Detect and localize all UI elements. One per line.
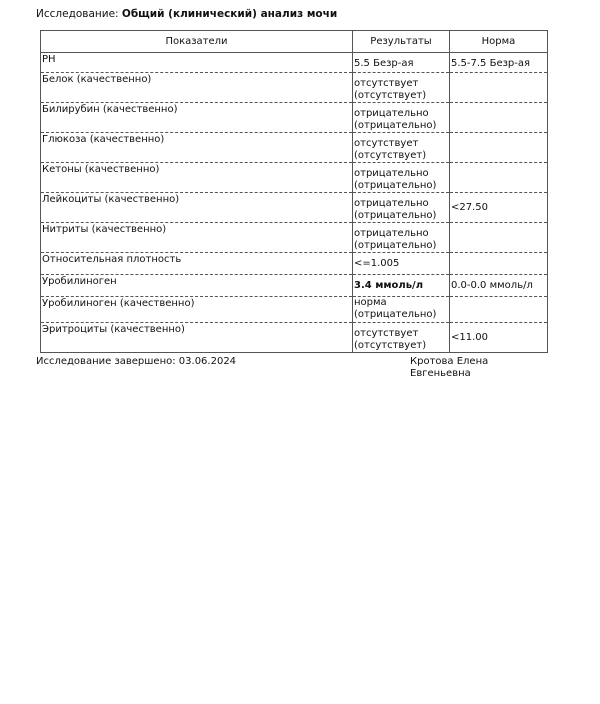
doctor-name-line2: Евгеньевна (410, 368, 471, 379)
result-line2: (отрицательно) (354, 240, 437, 251)
result-line2: (отсутствует) (354, 150, 427, 161)
doctor-name-line1: Кротова Елена (410, 356, 489, 367)
norm-value (450, 73, 548, 103)
page-title (36, 8, 337, 20)
table-header-row (41, 31, 548, 53)
result-value (353, 163, 450, 193)
result-line1: отсутствует (354, 328, 419, 339)
study-name: Общий (клинический) анализ мочи (121, 8, 338, 20)
result-value (353, 323, 450, 353)
result-value (353, 223, 450, 253)
indicator-name: PH (41, 53, 353, 73)
norm-value (450, 297, 548, 323)
column-header-result: Результаты (353, 31, 450, 53)
indicator-name: Эритроциты (качественно) (41, 323, 353, 353)
indicator-name: Относительная плотность (41, 253, 353, 275)
indicator-name: Глюкоза (качественно) (41, 133, 353, 163)
norm-value (450, 223, 548, 253)
result-line1: норма (354, 297, 387, 308)
table-row (41, 163, 548, 193)
table-row (41, 73, 548, 103)
result-line1: отрицательно (354, 168, 429, 179)
results-table (40, 30, 548, 353)
norm-value: <27.50 (450, 193, 548, 223)
completion-date: Исследование завершено: 03.06.2024 (36, 356, 237, 367)
indicator-name: Билирубин (качественно) (41, 103, 353, 133)
result-line1: отсутствует (354, 78, 419, 89)
indicator-name: Кетоны (качественно) (41, 163, 353, 193)
table-row (41, 297, 548, 323)
column-header-indicator: Показатели (41, 31, 353, 53)
result-value (353, 253, 450, 275)
result-line2: (отсутствует) (354, 340, 427, 351)
title-prefix: Исследование: (36, 8, 119, 20)
result-line1: отсутствует (354, 138, 419, 149)
table-row (41, 133, 548, 163)
table-row (41, 323, 548, 353)
doctor-name (410, 356, 520, 380)
norm-value (450, 133, 548, 163)
norm-value: 5.5-7.5 Безр-ая (450, 53, 548, 73)
result-value (353, 53, 450, 73)
indicator-name: Уробилиноген (качественно) (41, 297, 353, 323)
result-line2: (отрицательно) (354, 180, 437, 191)
result-value (353, 297, 450, 323)
result-value (353, 193, 450, 223)
result-value (353, 103, 450, 133)
norm-value (450, 253, 548, 275)
table-row (41, 53, 548, 73)
norm-value: 0.0-0.0 ммоль/л (450, 275, 548, 297)
table-row (41, 193, 548, 223)
result-line2: (отсутствует) (354, 90, 427, 101)
indicator-name: Белок (качественно) (41, 73, 353, 103)
column-header-norm: Норма (450, 31, 548, 53)
norm-value (450, 103, 548, 133)
table-row (41, 103, 548, 133)
result-line2: (отрицательно) (354, 309, 437, 320)
result-line1: отрицательно (354, 108, 429, 119)
indicator-name: Уробилиноген (41, 275, 353, 297)
table-row (41, 275, 548, 297)
indicator-name: Лейкоциты (качественно) (41, 193, 353, 223)
norm-value (450, 163, 548, 193)
result-line1: отрицательно (354, 228, 429, 239)
result-value (353, 133, 450, 163)
result-value (353, 73, 450, 103)
norm-value: <11.00 (450, 323, 548, 353)
result-line2: (отрицательно) (354, 120, 437, 131)
result-line1: <=1.005 (354, 258, 400, 269)
result-line1: 3.4 ммоль/л (354, 280, 424, 291)
result-line1: 5.5 Безр-ая (354, 58, 414, 69)
result-line1: отрицательно (354, 198, 429, 209)
indicator-name: Нитриты (качественно) (41, 223, 353, 253)
table-row (41, 253, 548, 275)
result-line2: (отрицательно) (354, 210, 437, 221)
result-value (353, 275, 450, 297)
table-row (41, 223, 548, 253)
